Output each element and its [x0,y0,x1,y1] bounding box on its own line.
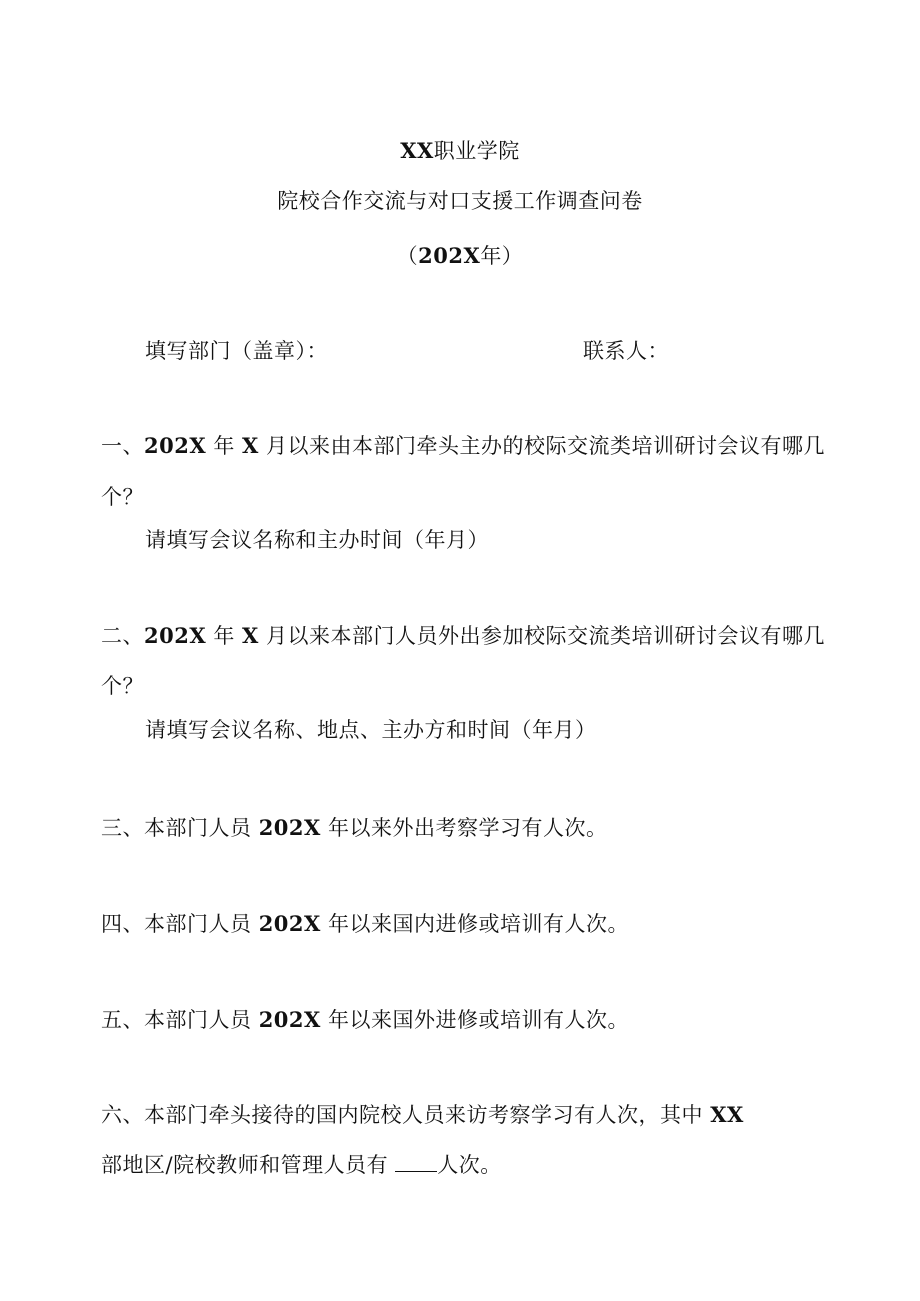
question-2-continued: 个？ [101,674,144,698]
q3-year: 202X [258,815,321,840]
year-suffix: 年） [480,244,524,268]
q2-year: 202X [144,623,207,648]
q5-prefix: 五、本部门人员 [101,1008,252,1032]
q2-prefix: 二、 [101,624,144,648]
question-1-note: 请填写会议名称和主办时间（年月） [145,528,489,552]
question-5 [101,1006,629,1034]
q1-prefix: 一、 [101,434,144,458]
question-2-note: 请填写会议名称、地点、主办方和时间（年月） [145,718,597,742]
q5-text: 年以来国外进修或培训有人次。 [328,1008,630,1032]
q1-year: 202X [144,433,207,458]
q1-year-unit: 年 [213,434,235,458]
q6-text-2: 部地区/院校教师和管理人员有 [101,1153,389,1177]
q2-month: X [242,623,259,648]
answer-blank[interactable] [395,1151,437,1172]
q4-year: 202X [258,911,321,936]
q1-month: X [242,433,259,458]
q3-text: 年以来外出考察学习有人次。 [328,816,608,840]
year-open-paren: （ [396,244,419,268]
school-prefix: XX [400,138,434,163]
question-1 [101,432,825,460]
q3-prefix: 三、本部门人员 [101,816,252,840]
q5-year: 202X [258,1007,321,1032]
q6-text: 六、本部门牵头接待的国内院校人员来访考察学习有人次，其中 [101,1103,703,1127]
question-6-continued [101,1151,502,1179]
survey-title: 院校合作交流与对口支援工作调查问卷 [277,189,643,213]
q6-text-3: 人次。 [437,1153,502,1177]
question-3 [101,814,608,842]
school-name: 职业学院 [433,139,520,163]
q4-text: 年以来国内进修或培训有人次。 [328,912,630,936]
q4-prefix: 四、本部门人员 [101,912,252,936]
survey-year [0,242,920,270]
contact-label: 联系人： [583,339,669,363]
question-4 [101,910,629,938]
q1-text: 月以来由本部门牵头主办的校际交流类培训研讨会议有哪几 [266,434,825,458]
q2-year-unit: 年 [213,624,235,648]
question-1-continued: 个？ [101,485,144,509]
question-2 [101,622,825,650]
year-value: 202X [418,243,481,268]
q2-text: 月以来本部门人员外出参加校际交流类培训研讨会议有哪几 [266,624,825,648]
dept-stamp-label: 填写部门（盖章）： [145,339,328,363]
q6-region: XX [710,1102,744,1127]
question-6 [101,1101,744,1129]
school-title [0,137,920,165]
